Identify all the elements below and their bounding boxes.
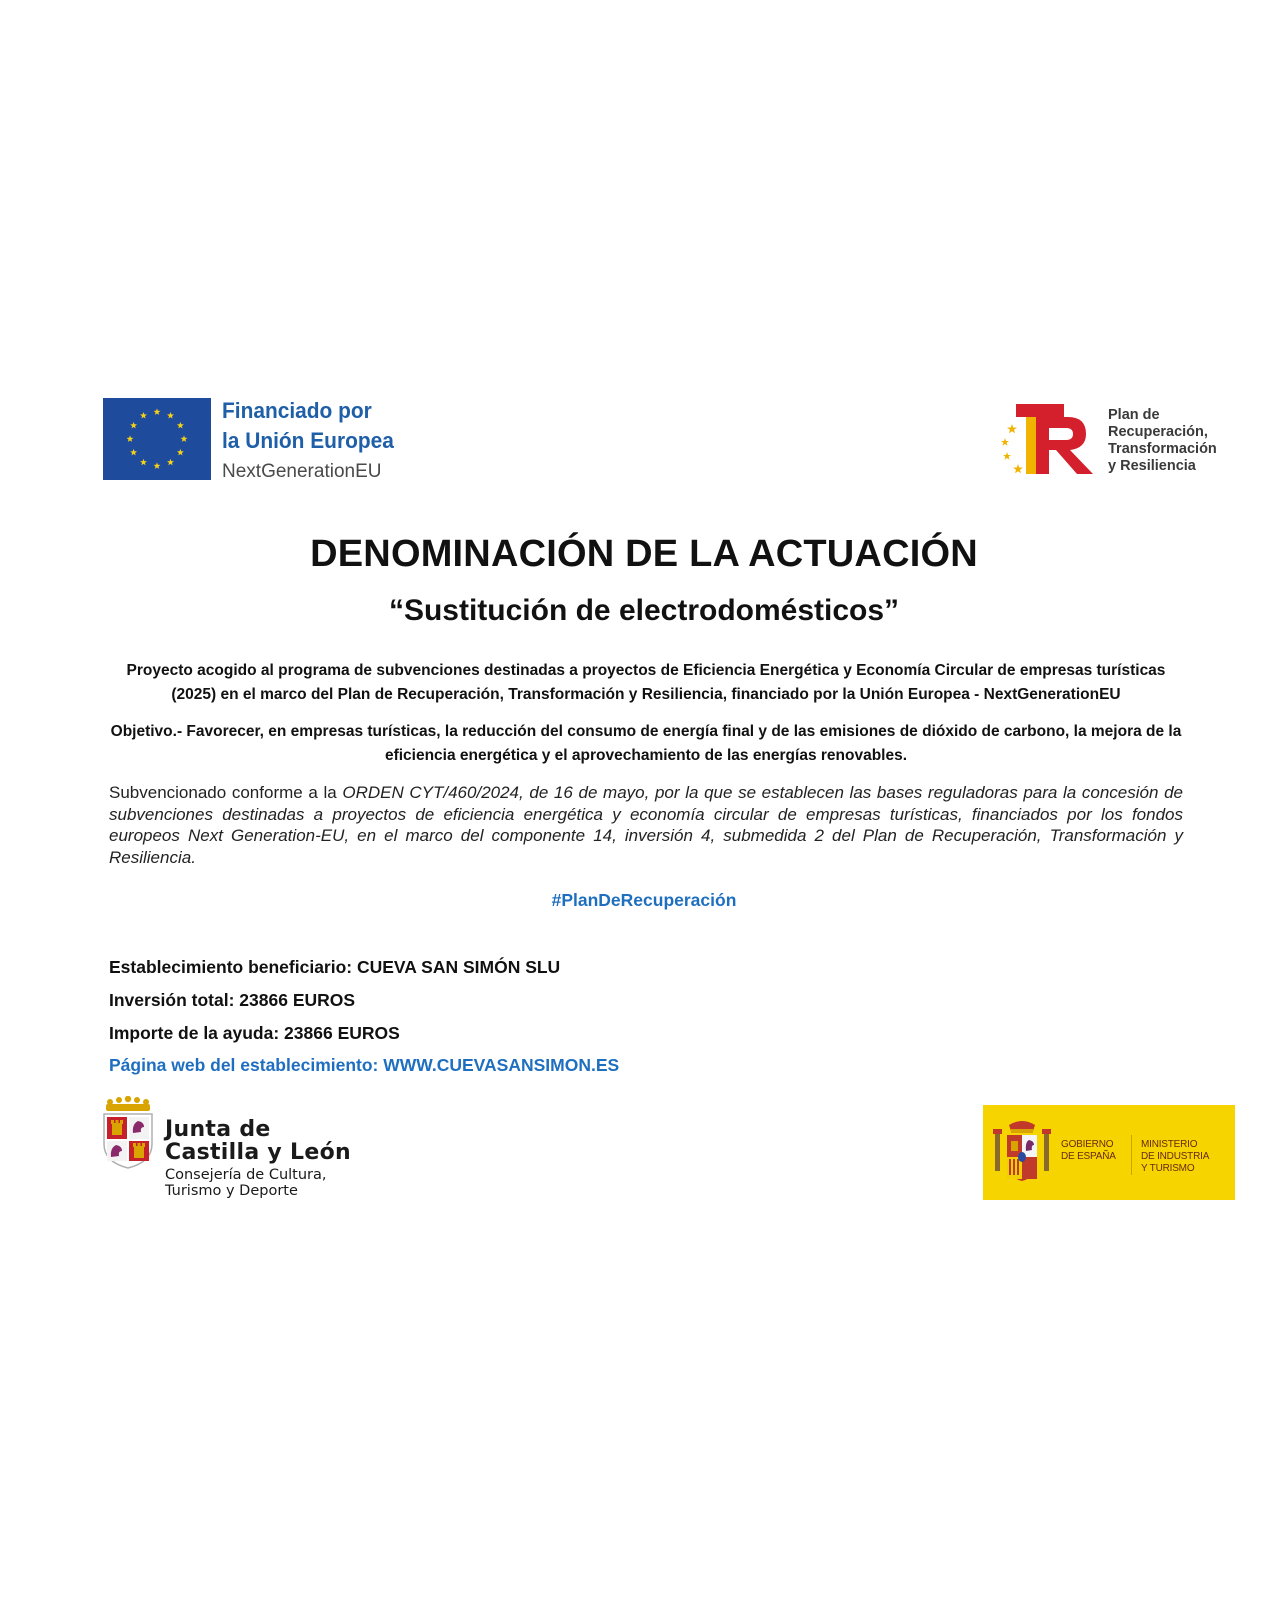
eu-line-3: NextGenerationEU: [222, 461, 382, 482]
action-subtitle: “Sustitución de electrodomésticos”: [388, 594, 900, 627]
prtr-line-1: Plan de: [1108, 407, 1160, 423]
hashtag-link[interactable]: #PlanDeRecuperación: [551, 890, 737, 910]
gobierno-espana-logo: [983, 1105, 1235, 1200]
subsidy-order-reference: ORDEN CYT/460/2024, de 16 de mayo, por la que se establecen las bases reguladoras para la concesión de subvenciones destinadas a proyectos de eficiencia energética y economía circular de empresas turísticas, financiados por los fondos europeos Next Generation-EU, en el marco del componente 14, inversión 4, submedida 2 del Plan de Recuperación, Transformación y Resiliencia.: [109, 783, 1184, 867]
jcyl-line-4: Turismo y Deporte: [165, 1183, 298, 1199]
investment-info: Inversión total: 23866 EUROS: [109, 990, 356, 1010]
eu-star: [154, 462, 161, 469]
eu-star: [130, 422, 137, 429]
jcyl-line-1: Junta de: [165, 1117, 271, 1142]
eu-star: [140, 412, 147, 419]
eu-stars-icon: [103, 398, 211, 480]
eu-star: [130, 449, 137, 456]
ministerio-line-3: Y TURISMO: [1141, 1163, 1195, 1174]
subsidy-prefix: Subvencionado conforme a la: [109, 783, 343, 802]
jcyl-line-2: Castilla y León: [165, 1140, 351, 1165]
eu-line-2: la Unión Europea: [222, 428, 394, 453]
gobierno-line-2: DE ESPAÑA: [1061, 1151, 1116, 1162]
eu-star: [177, 449, 184, 456]
subsidy-paragraph: [109, 782, 1183, 868]
eu-flag-logo: [103, 398, 211, 480]
page-title: DENOMINACIÓN DE LA ACTUACIÓN: [310, 533, 978, 575]
eu-star: [167, 459, 174, 466]
gobierno-line-1: GOBIERNO: [1061, 1139, 1114, 1150]
eu-line-1: Financiado por: [222, 398, 372, 423]
jcyl-shield-icon: [100, 1096, 156, 1170]
jcyl-line-3: Consejería de Cultura,: [165, 1167, 327, 1183]
beneficiary-info: Establecimiento beneficiario: CUEVA SAN SIMÓN SLU: [109, 957, 561, 977]
prtr-tr-icon: [998, 402, 1098, 476]
objective-description: Objetivo.- Favorecer, en empresas turísticas, la reducción del consumo de energía final y de las emisiones de dióxido de carbono, la mejora de la eficiencia energética y el aprovechamiento de las energías renovables.: [110, 723, 1182, 764]
jcyl-logo-text: [165, 1118, 351, 1199]
eu-star: [181, 435, 188, 442]
ministerio-line-1: MINISTERIO: [1141, 1139, 1198, 1150]
prtr-logo-mark: [998, 402, 1098, 476]
gobierno-text: [1061, 1139, 1116, 1163]
eu-star: [154, 408, 161, 415]
gobierno-divider: [1131, 1135, 1132, 1175]
prtr-line-3: Transformación: [1108, 441, 1217, 457]
eu-star: [177, 422, 184, 429]
prtr-line-4: y Resiliencia: [1108, 458, 1196, 474]
ministerio-line-2: DE INDUSTRIA: [1141, 1151, 1210, 1162]
website-link[interactable]: Página web del establecimiento: WWW.CUEVASANSIMON.ES: [109, 1055, 620, 1075]
eu-star: [127, 435, 134, 442]
eu-star: [140, 459, 147, 466]
prtr-line-2: Recuperación,: [1108, 424, 1208, 440]
project-description: Proyecto acogido al programa de subvenciones destinadas a proyectos de Eficiencia Energética y Economía Circular de empresas turísticas (2025) en el marco del Plan de Recuperación, Transformación y Resiliencia, financiado por la Unión Europea - NextGenerationEU: [126, 662, 1166, 703]
spain-coat-of-arms-icon: [991, 1117, 1053, 1189]
eu-funding-text: [222, 396, 442, 486]
aid-amount-info: Importe de la ayuda: 23866 EUROS: [109, 1023, 400, 1043]
eu-star: [167, 412, 174, 419]
prtr-logo-text: [1108, 407, 1258, 475]
ministerio-text: [1141, 1139, 1209, 1175]
